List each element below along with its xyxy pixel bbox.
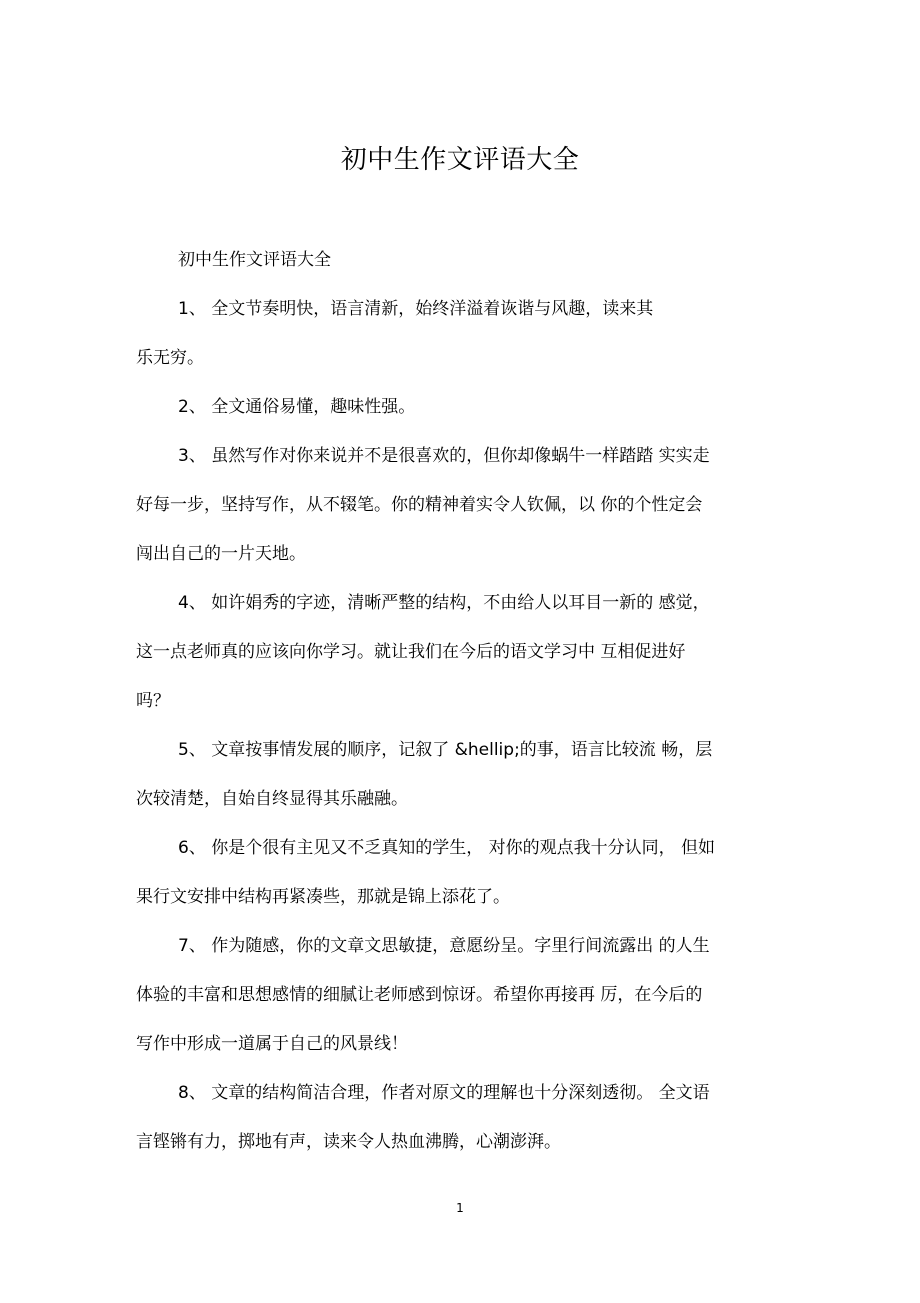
comment-line: 2、 全文通俗易懂，趣味性强。 [178,397,416,417]
comment-line: 这一点老师真的应该向你学习。就让我们在今后的语文学习中 互相促进好 [136,642,686,662]
comment-line: 好每一步，坚持写作，从不辍笔。你的精神着实令人钦佩，以 你的个性定会 [136,495,703,515]
comment-line: 吗？ [136,691,170,711]
comment-item-7 [136,929,782,1076]
document-body [136,243,782,1174]
comment-item-5 [136,733,782,831]
comment-line: 4、 如许娟秀的字迹，清晰严整的结构，不由给人以耳目一新的 感觉， [178,593,710,613]
comment-item-2 [136,390,782,439]
comment-item-4 [136,586,782,733]
comment-line: 3、 虽然写作对你来说并不是很喜欢的，但你却像蜗牛一样踏踏 实实走 [178,446,710,466]
comment-line: 次较清楚，自始自终显得其乐融融。 [136,789,408,809]
comment-line: 6、 你是个很有主见又不乏真知的学生， 对你的观点我十分认同， 但如 [178,838,716,858]
comment-line: 1、 全文节奏明快，语言清新，始终洋溢着诙谐与风趣，读来其 [178,299,654,319]
comment-line: 7、 作为随感，你的文章文思敏捷，意愿纷呈。字里行间流露出 的人生 [178,936,710,956]
comment-item-8 [136,1076,782,1174]
page-number: 1 [456,1201,464,1215]
comment-line: 体验的丰富和思想感情的细腻让老师感到惊讶。希望你再接再 厉，在今后的 [136,985,703,1005]
comment-line: 5、 文章按事情发展的顺序，记叙了 &hellip;的事，语言比较流 畅，层 [178,740,713,760]
subtitle: 初中生作文评语大全 [178,250,331,270]
comment-item-3 [136,439,782,586]
comment-line: 果行文安排中结构再紧凑些，那就是锦上添花了。 [136,887,510,907]
comment-list [136,292,782,1174]
document-title: 初中生作文评语大全 [340,145,580,175]
comment-line: 写作中形成一道属于自己的风景线！ [136,1034,408,1054]
comment-line: 8、 文章的结构简洁合理，作者对原文的理解也十分深刻透彻。 全文语 [178,1083,710,1103]
comment-line: 闯出自己的一片天地。 [136,544,306,564]
comment-line: 乐无穷。 [136,348,204,368]
comment-line: 言铿锵有力，掷地有声，读来令人热血沸腾，心潮澎湃。 [136,1132,561,1152]
comment-item-6 [136,831,782,929]
comment-item-1 [136,292,782,390]
